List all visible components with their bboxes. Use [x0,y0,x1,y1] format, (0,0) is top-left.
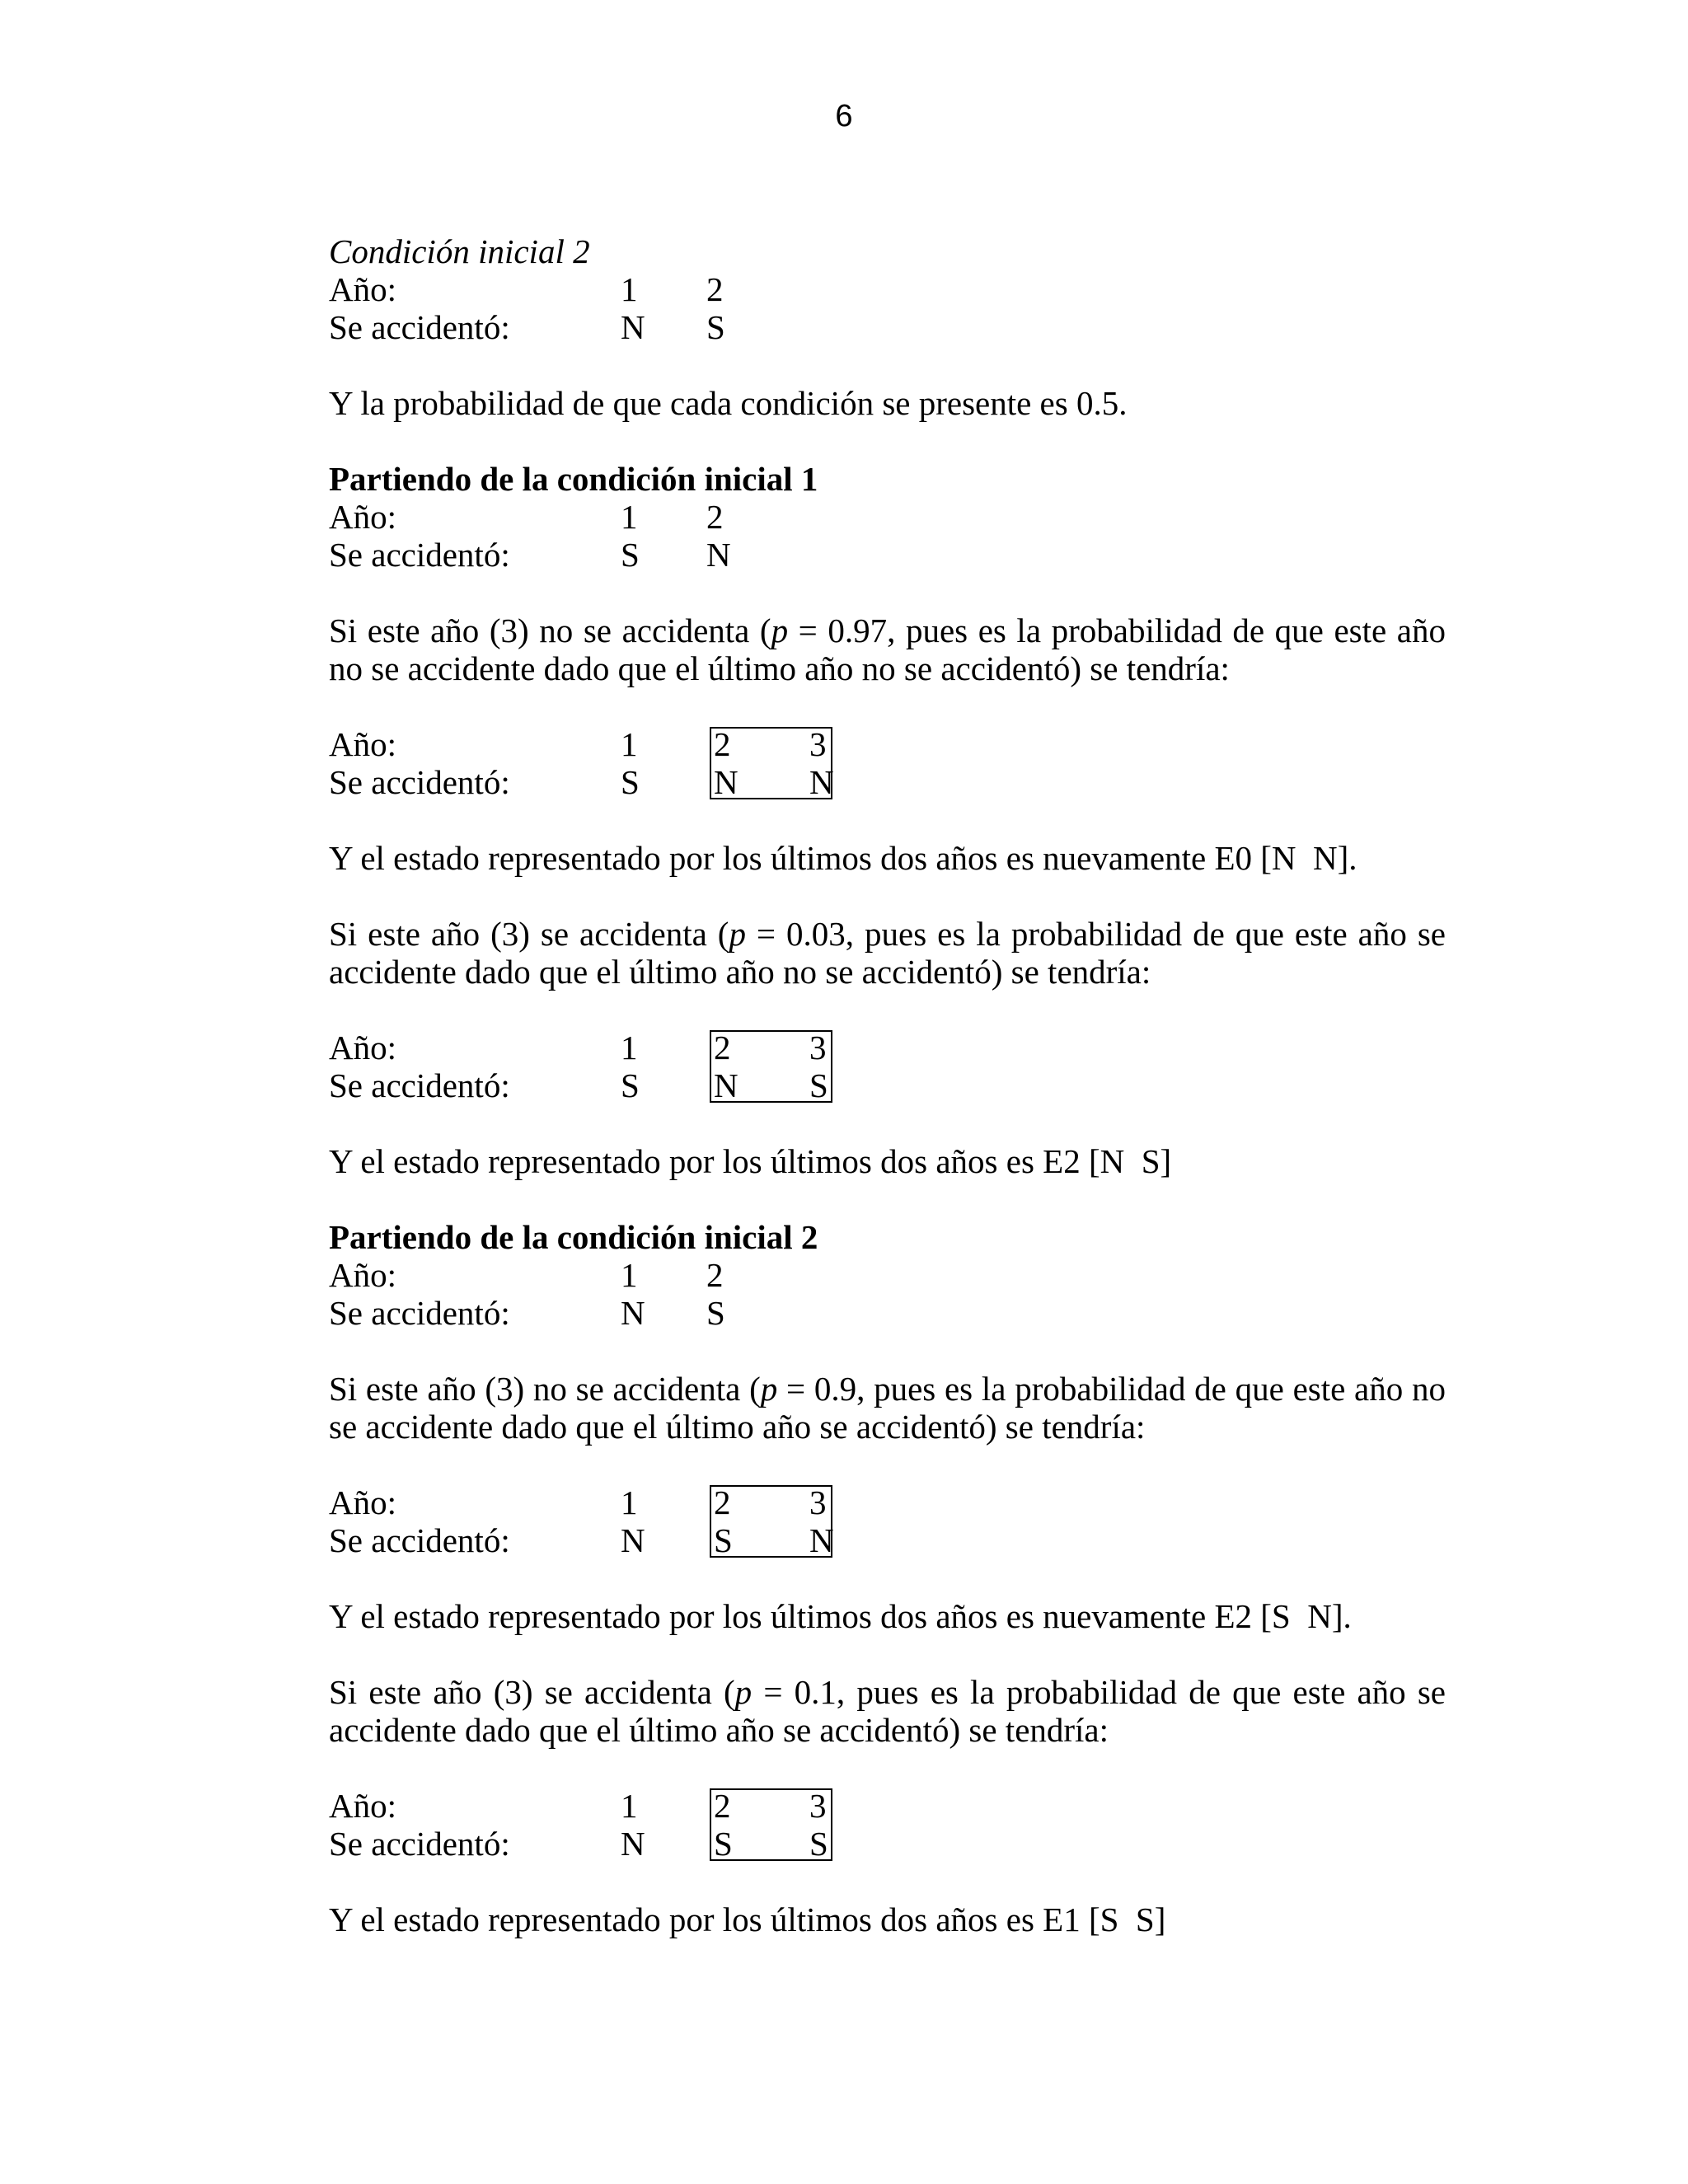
year-label: Año: [329,1483,396,1521]
section-1-table-b [329,1029,1446,1104]
accident-value-1: S [621,1066,640,1104]
accident-value-1: S [621,536,640,574]
section-2-table-b [329,1787,1446,1863]
year-label: Año: [329,270,396,308]
last-two-years-box [710,1485,832,1558]
accident-label: Se accidentó: [329,536,510,574]
accident-value-1: N [621,1825,645,1863]
accident-value-2: N [706,536,731,574]
year-1: 1 [621,498,638,536]
section-1-base-table [329,498,1446,574]
section-2-case-b-text: Si este año (3) se accidenta (p = 0.1, pues es la probabilidad de que este año se accidente dado que el último año se accidentó) se tendría: [329,1673,1446,1749]
section-2-title: Partiendo de la condición inicial 2 [329,1218,818,1256]
accident-label: Se accidentó: [329,763,510,801]
accident-label: Se accidentó: [329,1521,510,1559]
accident-value-2: S [714,1825,733,1863]
accident-value-2: S [706,1294,725,1332]
year-2: 2 [714,1483,731,1521]
condition-2-title: Condición inicial 2 [329,232,590,270]
year-2: 2 [714,1029,731,1066]
last-two-years-box [710,1030,832,1103]
accident-value-1: S [621,763,640,801]
section-2-base-table [329,1256,1446,1332]
year-1: 1 [621,1029,638,1066]
year-label: Año: [329,1256,396,1294]
year-3: 3 [809,1787,827,1825]
accident-value-2: S [706,308,725,346]
last-two-years-box [710,727,832,799]
year-3: 3 [809,1029,827,1066]
year-2: 2 [706,270,724,308]
year-2: 2 [706,1256,724,1294]
year-label: Año: [329,1787,396,1825]
accident-value-1: N [621,1294,645,1332]
accident-value-3: N [809,763,834,801]
section-1-result-b: Y el estado representado por los últimos dos años es E2 [N S] [329,1142,1172,1180]
year-1: 1 [621,1787,638,1825]
accident-value-1: N [621,1521,645,1559]
section-1-case-a-text: Si este año (3) no se accidenta (p = 0.97, pues es la probabilidad de que este año no se accidente dado que el último año no se accidentó) se tendría: [329,612,1446,687]
probability-statement: Y la probabilidad de que cada condición se presente es 0.5. [329,384,1128,422]
page-number: 6 [835,99,853,134]
year-label: Año: [329,498,396,536]
last-two-years-box [710,1788,832,1861]
year-3: 3 [809,1483,827,1521]
year-2: 2 [706,498,724,536]
accident-value-3: N [809,1521,834,1559]
accident-value-2: N [714,763,738,801]
accident-label: Se accidentó: [329,308,510,346]
year-label: Año: [329,725,396,763]
year-1: 1 [621,1483,638,1521]
accident-value-3: S [809,1066,828,1104]
accident-label: Se accidentó: [329,1066,510,1104]
accident-value-3: S [809,1825,828,1863]
year-1: 1 [621,270,638,308]
accident-label: Se accidentó: [329,1825,510,1863]
section-2-case-a-text: Si este año (3) no se accidenta (p = 0.9, pues es la probabilidad de que este año no se accidente dado que el último año se accidentó) se tendría: [329,1370,1446,1446]
section-2-result-b: Y el estado representado por los últimos dos años es E1 [S S] [329,1900,1166,1938]
year-1: 1 [621,725,638,763]
year-3: 3 [809,725,827,763]
year-2: 2 [714,725,731,763]
section-1-result-a: Y el estado representado por los últimos dos años es nuevamente E0 [N N]. [329,839,1357,877]
section-2-result-a: Y el estado representado por los últimos dos años es nuevamente E2 [S N]. [329,1597,1352,1635]
section-1-table-a [329,725,1446,801]
section-1-title: Partiendo de la condición inicial 1 [329,460,818,498]
accident-value-2: N [714,1066,738,1104]
year-2: 2 [714,1787,731,1825]
year-label: Año: [329,1029,396,1066]
accident-value-1: N [621,308,645,346]
year-1: 1 [621,1256,638,1294]
section-2-table-a [329,1483,1446,1559]
page-content [329,232,1446,1938]
condition-2-table [329,270,1446,346]
accident-label: Se accidentó: [329,1294,510,1332]
section-1-case-b-text: Si este año (3) se accidenta (p = 0.03, pues es la probabilidad de que este año se accidente dado que el último año no se accidentó) se tendría: [329,915,1446,991]
accident-value-2: S [714,1521,733,1559]
